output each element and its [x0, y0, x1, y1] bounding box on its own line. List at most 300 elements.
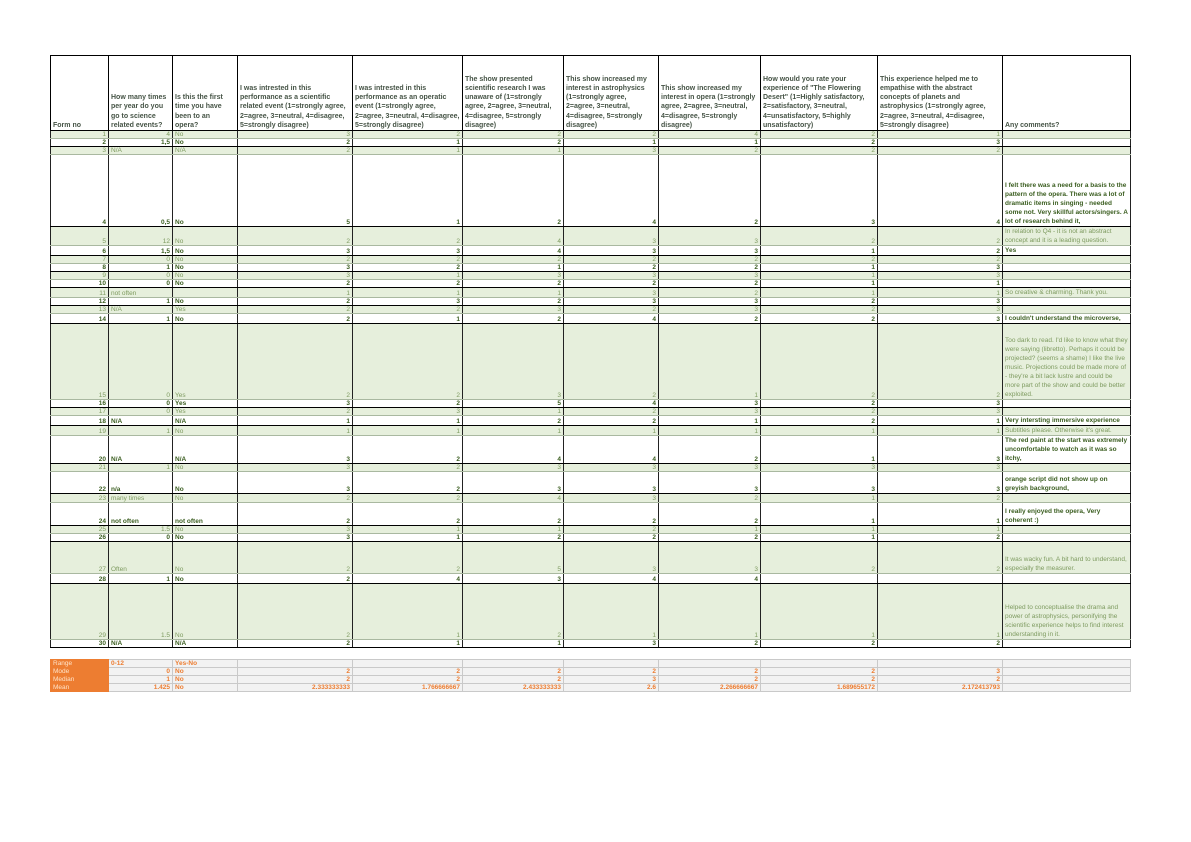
cell-r17-c0[interactable]: 17 — [51, 408, 109, 416]
cell-r17-c10[interactable] — [1003, 408, 1131, 416]
cell-r10-c8[interactable]: 1 — [761, 280, 878, 288]
cell-r2-c6[interactable]: 1 — [564, 139, 659, 147]
cell-r23-c9[interactable]: 2 — [878, 494, 1003, 503]
cell-r1-c3[interactable]: 3 — [238, 131, 353, 139]
cell-r30-c4[interactable]: 1 — [353, 640, 463, 648]
cell-r6-c5[interactable]: 4 — [463, 246, 564, 256]
cell-r27-c7[interactable]: 3 — [659, 542, 761, 574]
cell-r24-c6[interactable]: 2 — [564, 503, 659, 526]
cell-r6-c7[interactable]: 3 — [659, 246, 761, 256]
cell-r14-c3[interactable]: 2 — [238, 314, 353, 324]
cell-r10-c2[interactable]: No — [173, 280, 238, 288]
cell-r15-c10[interactable]: Too dark to read. I'd like to know what they were saying (libretto). Perhaps it could be projected? (seems a shame) I like the live music. Projections could be made more of - they're a bit lack lustre and could be more part of the show and could be better exploited. — [1003, 324, 1131, 400]
cell-r6-c2[interactable]: No — [173, 246, 238, 256]
cell-r20-c7[interactable]: 2 — [659, 436, 761, 464]
summary-mode-c3[interactable]: 2 — [238, 668, 353, 676]
summary-range-c6[interactable] — [564, 660, 659, 668]
cell-r20-c3[interactable]: 3 — [238, 436, 353, 464]
cell-r12-c1[interactable]: 1 — [109, 298, 173, 306]
cell-r5-c7[interactable]: 3 — [659, 227, 761, 246]
cell-r19-c1[interactable]: 1 — [109, 426, 173, 436]
cell-r28-c5[interactable]: 3 — [463, 574, 564, 584]
cell-r10-c9[interactable]: 1 — [878, 280, 1003, 288]
summary-mean-c6[interactable]: 2.6 — [564, 684, 659, 692]
cell-r29-c8[interactable]: 1 — [761, 584, 878, 640]
summary-mode-c8[interactable]: 2 — [761, 668, 878, 676]
cell-r9-c8[interactable]: 1 — [761, 272, 878, 280]
summary-mean-c1[interactable]: 1.425 — [109, 684, 173, 692]
cell-r8-c0[interactable]: 8 — [51, 264, 109, 272]
summary-range-c8[interactable] — [761, 660, 878, 668]
cell-r29-c2[interactable]: No — [173, 584, 238, 640]
cell-r14-c7[interactable]: 2 — [659, 314, 761, 324]
cell-r13-c2[interactable]: Yes — [173, 306, 238, 314]
cell-r4-c10[interactable]: I felt there was a need for a basis to the pattern of the opera. There was a lot of dramatic items in singing - needed some not. Very skillful actors/singers. A lot of research behind it, — [1003, 155, 1131, 227]
cell-r20-c8[interactable]: 1 — [761, 436, 878, 464]
cell-r5-c10[interactable]: In relation to Q4 - it is not an abstract concept and it is a leading question. — [1003, 227, 1131, 246]
cell-r1-c10[interactable] — [1003, 131, 1131, 139]
summary-range-c1[interactable]: 0-12 — [109, 660, 173, 668]
cell-r12-c10[interactable] — [1003, 298, 1131, 306]
cell-r7-c10[interactable] — [1003, 256, 1131, 264]
cell-r19-c7[interactable]: 1 — [659, 426, 761, 436]
cell-r16-c2[interactable]: Yes — [173, 400, 238, 408]
cell-r26-c1[interactable]: 0 — [109, 534, 173, 542]
cell-r1-c1[interactable]: 4 — [109, 131, 173, 139]
cell-r25-c3[interactable]: 3 — [238, 526, 353, 534]
cell-r11-c7[interactable]: 2 — [659, 288, 761, 298]
cell-r24-c9[interactable]: 1 — [878, 503, 1003, 526]
cell-r16-c1[interactable]: 0 — [109, 400, 173, 408]
summary-mean-c2[interactable]: No — [173, 684, 238, 692]
cell-r19-c9[interactable]: 1 — [878, 426, 1003, 436]
cell-r6-c8[interactable]: 1 — [761, 246, 878, 256]
cell-r22-c5[interactable]: 3 — [463, 472, 564, 494]
cell-r7-c6[interactable]: 2 — [564, 256, 659, 264]
cell-r22-c4[interactable]: 2 — [353, 472, 463, 494]
cell-r8-c7[interactable]: 2 — [659, 264, 761, 272]
cell-r27-c9[interactable]: 2 — [878, 542, 1003, 574]
cell-r25-c5[interactable]: 1 — [463, 526, 564, 534]
cell-r7-c7[interactable]: 2 — [659, 256, 761, 264]
header-col-8[interactable]: How would you rate your experience of "The Flowering Desert" (1=Highly satisfactory, 2=satisfactory, 3=neutral, 4=unsatisfactory, 5=highly unsatisfactory) — [761, 56, 878, 131]
summary-range-c7[interactable] — [659, 660, 761, 668]
summary-median-c3[interactable]: 2 — [238, 676, 353, 684]
cell-r17-c9[interactable]: 3 — [878, 408, 1003, 416]
cell-r24-c7[interactable]: 2 — [659, 503, 761, 526]
cell-r25-c2[interactable]: No — [173, 526, 238, 534]
cell-r3-c10[interactable] — [1003, 147, 1131, 155]
summary-mean-c10[interactable] — [1003, 684, 1131, 692]
cell-r16-c10[interactable] — [1003, 400, 1131, 408]
cell-r19-c4[interactable]: 1 — [353, 426, 463, 436]
cell-r1-c7[interactable]: 4 — [659, 131, 761, 139]
header-col-1[interactable]: How many times per year do you go to science related events? — [109, 56, 173, 131]
cell-r4-c9[interactable]: 4 — [878, 155, 1003, 227]
cell-r23-c5[interactable]: 4 — [463, 494, 564, 503]
cell-r16-c6[interactable]: 4 — [564, 400, 659, 408]
cell-r22-c8[interactable]: 3 — [761, 472, 878, 494]
summary-mode-c7[interactable]: 2 — [659, 668, 761, 676]
summary-mode-c1[interactable]: 0 — [109, 668, 173, 676]
cell-r22-c2[interactable]: No — [173, 472, 238, 494]
cell-r15-c3[interactable]: 2 — [238, 324, 353, 400]
cell-r18-c6[interactable]: 2 — [564, 416, 659, 426]
cell-r25-c9[interactable]: 1 — [878, 526, 1003, 534]
cell-r22-c0[interactable]: 22 — [51, 472, 109, 494]
cell-r26-c6[interactable]: 2 — [564, 534, 659, 542]
cell-r19-c0[interactable]: 19 — [51, 426, 109, 436]
cell-r2-c3[interactable]: 2 — [238, 139, 353, 147]
cell-r28-c3[interactable]: 2 — [238, 574, 353, 584]
cell-r21-c0[interactable]: 21 — [51, 464, 109, 472]
cell-r28-c7[interactable]: 4 — [659, 574, 761, 584]
cell-r16-c3[interactable]: 3 — [238, 400, 353, 408]
cell-r6-c4[interactable]: 3 — [353, 246, 463, 256]
cell-r18-c8[interactable]: 2 — [761, 416, 878, 426]
cell-r23-c8[interactable]: 1 — [761, 494, 878, 503]
cell-r30-c2[interactable]: N/A — [173, 640, 238, 648]
cell-r23-c0[interactable]: 23 — [51, 494, 109, 503]
summary-median-c4[interactable]: 2 — [353, 676, 463, 684]
cell-r25-c1[interactable]: 1.5 — [109, 526, 173, 534]
summary-median-c9[interactable]: 2 — [878, 676, 1003, 684]
cell-r11-c10[interactable]: So creative & charming. Thank you. — [1003, 288, 1131, 298]
cell-r3-c0[interactable]: 3 — [51, 147, 109, 155]
cell-r27-c0[interactable]: 27 — [51, 542, 109, 574]
cell-r8-c4[interactable]: 2 — [353, 264, 463, 272]
cell-r10-c1[interactable]: 0 — [109, 280, 173, 288]
cell-r17-c1[interactable]: 0 — [109, 408, 173, 416]
summary-range-c3[interactable] — [238, 660, 353, 668]
cell-r25-c8[interactable]: 1 — [761, 526, 878, 534]
cell-r23-c1[interactable]: many times — [109, 494, 173, 503]
summary-range-c4[interactable] — [353, 660, 463, 668]
summary-range-c2[interactable]: Yes-No — [173, 660, 238, 668]
cell-r4-c6[interactable]: 4 — [564, 155, 659, 227]
cell-r6-c3[interactable]: 3 — [238, 246, 353, 256]
cell-r16-c7[interactable]: 3 — [659, 400, 761, 408]
cell-r27-c5[interactable]: 5 — [463, 542, 564, 574]
cell-r14-c6[interactable]: 4 — [564, 314, 659, 324]
cell-r11-c0[interactable]: 11 — [51, 288, 109, 298]
cell-r25-c0[interactable]: 25 — [51, 526, 109, 534]
cell-r9-c1[interactable]: 0 — [109, 272, 173, 280]
cell-r7-c0[interactable]: 7 — [51, 256, 109, 264]
cell-r24-c2[interactable]: not often — [173, 503, 238, 526]
cell-r4-c3[interactable]: 5 — [238, 155, 353, 227]
summary-mean-c3[interactable]: 2.333333333 — [238, 684, 353, 692]
cell-r2-c0[interactable]: 2 — [51, 139, 109, 147]
cell-r12-c6[interactable]: 3 — [564, 298, 659, 306]
cell-r28-c1[interactable]: 1 — [109, 574, 173, 584]
cell-r9-c3[interactable]: 3 — [238, 272, 353, 280]
cell-r25-c4[interactable]: 1 — [353, 526, 463, 534]
cell-r15-c0[interactable]: 15 — [51, 324, 109, 400]
cell-r11-c6[interactable]: 3 — [564, 288, 659, 298]
summary-mode-c2[interactable]: No — [173, 668, 238, 676]
cell-r23-c7[interactable]: 2 — [659, 494, 761, 503]
cell-r11-c9[interactable]: 1 — [878, 288, 1003, 298]
cell-r8-c9[interactable]: 3 — [878, 264, 1003, 272]
cell-r24-c8[interactable]: 1 — [761, 503, 878, 526]
cell-r3-c2[interactable]: N/A — [173, 147, 238, 155]
cell-r18-c10[interactable]: Very intersting immersive experience — [1003, 416, 1131, 426]
cell-r1-c0[interactable]: 1 — [51, 131, 109, 139]
cell-r19-c6[interactable]: 1 — [564, 426, 659, 436]
cell-r18-c3[interactable]: 1 — [238, 416, 353, 426]
cell-r23-c6[interactable]: 3 — [564, 494, 659, 503]
cell-r5-c0[interactable]: 5 — [51, 227, 109, 246]
cell-r5-c6[interactable]: 3 — [564, 227, 659, 246]
cell-r14-c2[interactable]: No — [173, 314, 238, 324]
header-col-4[interactable]: I was intrested in this performance as an operatic event (1=strongly agree, 2=agree, 3=neutral, 4=disagree, 5=strongly disagree) — [353, 56, 463, 131]
cell-r25-c6[interactable]: 2 — [564, 526, 659, 534]
cell-r26-c8[interactable]: 1 — [761, 534, 878, 542]
cell-r20-c1[interactable]: N/A — [109, 436, 173, 464]
cell-r22-c1[interactable]: n/a — [109, 472, 173, 494]
cell-r17-c8[interactable]: 2 — [761, 408, 878, 416]
cell-r10-c4[interactable]: 2 — [353, 280, 463, 288]
cell-r21-c8[interactable]: 3 — [761, 464, 878, 472]
cell-r22-c9[interactable]: 3 — [878, 472, 1003, 494]
cell-r27-c6[interactable]: 3 — [564, 542, 659, 574]
cell-r5-c3[interactable]: 2 — [238, 227, 353, 246]
cell-r16-c0[interactable]: 16 — [51, 400, 109, 408]
cell-r29-c7[interactable]: 1 — [659, 584, 761, 640]
cell-r9-c4[interactable]: 1 — [353, 272, 463, 280]
cell-r4-c5[interactable]: 2 — [463, 155, 564, 227]
cell-r3-c9[interactable]: 2 — [878, 147, 1003, 155]
cell-r3-c3[interactable]: 2 — [238, 147, 353, 155]
cell-r7-c5[interactable]: 2 — [463, 256, 564, 264]
summary-median-c6[interactable]: 3 — [564, 676, 659, 684]
cell-r20-c6[interactable]: 4 — [564, 436, 659, 464]
cell-r9-c9[interactable]: 3 — [878, 272, 1003, 280]
cell-r1-c8[interactable]: 2 — [761, 131, 878, 139]
cell-r17-c2[interactable]: Yes — [173, 408, 238, 416]
cell-r30-c0[interactable]: 30 — [51, 640, 109, 648]
cell-r30-c1[interactable]: N/A — [109, 640, 173, 648]
cell-r15-c8[interactable]: 2 — [761, 324, 878, 400]
cell-r6-c10[interactable]: Yes — [1003, 246, 1131, 256]
cell-r29-c1[interactable]: 1.5 — [109, 584, 173, 640]
cell-r18-c2[interactable]: N/A — [173, 416, 238, 426]
cell-r7-c3[interactable]: 2 — [238, 256, 353, 264]
cell-r27-c8[interactable]: 2 — [761, 542, 878, 574]
cell-r6-c6[interactable]: 3 — [564, 246, 659, 256]
cell-r15-c5[interactable]: 3 — [463, 324, 564, 400]
cell-r21-c1[interactable]: 1 — [109, 464, 173, 472]
cell-r11-c2[interactable] — [173, 288, 238, 298]
cell-r9-c7[interactable]: 3 — [659, 272, 761, 280]
cell-r2-c1[interactable]: 1,5 — [109, 139, 173, 147]
cell-r5-c9[interactable]: 2 — [878, 227, 1003, 246]
cell-r1-c4[interactable]: 2 — [353, 131, 463, 139]
cell-r23-c3[interactable]: 2 — [238, 494, 353, 503]
cell-r4-c8[interactable]: 3 — [761, 155, 878, 227]
cell-r26-c9[interactable]: 2 — [878, 534, 1003, 542]
cell-r2-c5[interactable]: 2 — [463, 139, 564, 147]
cell-r15-c4[interactable]: 2 — [353, 324, 463, 400]
cell-r11-c3[interactable]: 1 — [238, 288, 353, 298]
cell-r15-c7[interactable]: 1 — [659, 324, 761, 400]
cell-r24-c3[interactable]: 2 — [238, 503, 353, 526]
cell-r30-c6[interactable]: 3 — [564, 640, 659, 648]
cell-r28-c10[interactable] — [1003, 574, 1131, 584]
cell-r28-c2[interactable]: No — [173, 574, 238, 584]
cell-r14-c9[interactable]: 3 — [878, 314, 1003, 324]
cell-r2-c7[interactable]: 1 — [659, 139, 761, 147]
cell-r27-c10[interactable]: It was wacky fun. A bit hard to understand, especially the measurer. — [1003, 542, 1131, 574]
cell-r23-c2[interactable]: No — [173, 494, 238, 503]
cell-r20-c10[interactable]: The red paint at the start was extremely uncomfortable to watch as it was so itchy, — [1003, 436, 1131, 464]
summary-range-c10[interactable] — [1003, 660, 1131, 668]
cell-r16-c8[interactable]: 2 — [761, 400, 878, 408]
cell-r7-c8[interactable]: 2 — [761, 256, 878, 264]
cell-r14-c10[interactable]: I couldn't understand the microverse, — [1003, 314, 1131, 324]
cell-r26-c0[interactable]: 26 — [51, 534, 109, 542]
header-col-3[interactable]: I was intrested in this performance as a scientific related event (1=strongly agree, 2=agree, 3=neutral, 4=disagree, 5=strongly disagree) — [238, 56, 353, 131]
cell-r22-c7[interactable]: 3 — [659, 472, 761, 494]
cell-r17-c6[interactable]: 2 — [564, 408, 659, 416]
cell-r29-c9[interactable]: 1 — [878, 584, 1003, 640]
cell-r24-c0[interactable]: 24 — [51, 503, 109, 526]
cell-r19-c2[interactable]: No — [173, 426, 238, 436]
cell-r24-c10[interactable]: I really enjoyed the opera, Very coherent :) — [1003, 503, 1131, 526]
summary-label-mean[interactable]: Mean — [51, 684, 109, 692]
cell-r12-c7[interactable]: 3 — [659, 298, 761, 306]
cell-r9-c10[interactable] — [1003, 272, 1131, 280]
cell-r1-c2[interactable]: No — [173, 131, 238, 139]
cell-r27-c4[interactable]: 2 — [353, 542, 463, 574]
cell-r18-c9[interactable]: 1 — [878, 416, 1003, 426]
cell-r15-c2[interactable]: Yes — [173, 324, 238, 400]
cell-r14-c4[interactable]: 1 — [353, 314, 463, 324]
cell-r6-c0[interactable]: 6 — [51, 246, 109, 256]
cell-r8-c1[interactable]: 1 — [109, 264, 173, 272]
cell-r3-c6[interactable]: 3 — [564, 147, 659, 155]
cell-r26-c2[interactable]: No — [173, 534, 238, 542]
cell-r7-c2[interactable]: No — [173, 256, 238, 264]
cell-r6-c9[interactable]: 2 — [878, 246, 1003, 256]
cell-r17-c7[interactable]: 3 — [659, 408, 761, 416]
cell-r20-c4[interactable]: 2 — [353, 436, 463, 464]
cell-r24-c5[interactable]: 2 — [463, 503, 564, 526]
cell-r17-c5[interactable]: 1 — [463, 408, 564, 416]
cell-r19-c8[interactable]: 1 — [761, 426, 878, 436]
cell-r15-c1[interactable]: 0 — [109, 324, 173, 400]
cell-r12-c4[interactable]: 3 — [353, 298, 463, 306]
summary-median-c7[interactable]: 2 — [659, 676, 761, 684]
header-col-5[interactable]: The show presented scientific research I was unaware of (1=strongly agree, 2=agree, 3=neutral, 4=disagree, 5=strongly disagree) — [463, 56, 564, 131]
cell-r8-c2[interactable]: No — [173, 264, 238, 272]
cell-r8-c10[interactable] — [1003, 264, 1131, 272]
cell-r23-c4[interactable]: 2 — [353, 494, 463, 503]
cell-r27-c2[interactable]: No — [173, 542, 238, 574]
cell-r9-c2[interactable]: No — [173, 272, 238, 280]
header-col-6[interactable]: This show increased my interest in astrophysics (1=strongly agree, 2=agree, 3=neutral, 4=disagree, 5=strongly disagree) — [564, 56, 659, 131]
cell-r13-c1[interactable]: N/A — [109, 306, 173, 314]
cell-r26-c10[interactable] — [1003, 534, 1131, 542]
cell-r21-c4[interactable]: 2 — [353, 464, 463, 472]
cell-r30-c8[interactable]: 2 — [761, 640, 878, 648]
cell-r26-c7[interactable]: 2 — [659, 534, 761, 542]
cell-r18-c1[interactable]: N/A — [109, 416, 173, 426]
cell-r11-c1[interactable]: not often — [109, 288, 173, 298]
cell-r15-c9[interactable]: 2 — [878, 324, 1003, 400]
cell-r1-c6[interactable]: 2 — [564, 131, 659, 139]
summary-range-c5[interactable] — [463, 660, 564, 668]
cell-r18-c7[interactable]: 1 — [659, 416, 761, 426]
summary-label-mode[interactable]: Mode — [51, 668, 109, 676]
cell-r2-c2[interactable]: No — [173, 139, 238, 147]
cell-r25-c10[interactable] — [1003, 526, 1131, 534]
cell-r13-c5[interactable]: 3 — [463, 306, 564, 314]
cell-r30-c3[interactable]: 2 — [238, 640, 353, 648]
cell-r12-c5[interactable]: 2 — [463, 298, 564, 306]
summary-mode-c9[interactable]: 3 — [878, 668, 1003, 676]
cell-r2-c4[interactable]: 1 — [353, 139, 463, 147]
cell-r21-c10[interactable] — [1003, 464, 1131, 472]
cell-r20-c2[interactable]: N/A — [173, 436, 238, 464]
cell-r28-c0[interactable]: 28 — [51, 574, 109, 584]
summary-median-c10[interactable] — [1003, 676, 1131, 684]
cell-r17-c4[interactable]: 3 — [353, 408, 463, 416]
cell-r11-c4[interactable]: 1 — [353, 288, 463, 298]
cell-r9-c6[interactable]: 3 — [564, 272, 659, 280]
summary-label-range[interactable]: Range — [51, 660, 109, 668]
cell-r3-c8[interactable]: 2 — [761, 147, 878, 155]
cell-r7-c9[interactable]: 2 — [878, 256, 1003, 264]
header-col-2[interactable]: Is this the first time you have been to an opera? — [173, 56, 238, 131]
cell-r29-c6[interactable]: 1 — [564, 584, 659, 640]
cell-r12-c9[interactable]: 3 — [878, 298, 1003, 306]
summary-label-median[interactable]: Median — [51, 676, 109, 684]
cell-r13-c0[interactable]: 13 — [51, 306, 109, 314]
header-col-0[interactable]: Form no — [51, 56, 109, 131]
cell-r26-c4[interactable]: 1 — [353, 534, 463, 542]
header-col-7[interactable]: This show increased my interest in opera (1=strongly agree, 2=agree, 3=neutral, 4=disagree, 5=strongly disagree) — [659, 56, 761, 131]
cell-r13-c6[interactable]: 2 — [564, 306, 659, 314]
cell-r3-c4[interactable]: 1 — [353, 147, 463, 155]
cell-r11-c5[interactable]: 1 — [463, 288, 564, 298]
cell-r5-c4[interactable]: 2 — [353, 227, 463, 246]
cell-r18-c4[interactable]: 1 — [353, 416, 463, 426]
cell-r10-c10[interactable] — [1003, 280, 1131, 288]
cell-r22-c3[interactable]: 3 — [238, 472, 353, 494]
summary-range-c9[interactable] — [878, 660, 1003, 668]
summary-mean-c8[interactable]: 1.689655172 — [761, 684, 878, 692]
cell-r14-c5[interactable]: 2 — [463, 314, 564, 324]
cell-r21-c2[interactable]: No — [173, 464, 238, 472]
cell-r10-c3[interactable]: 2 — [238, 280, 353, 288]
cell-r21-c3[interactable]: 3 — [238, 464, 353, 472]
summary-median-c8[interactable]: 2 — [761, 676, 878, 684]
cell-r8-c5[interactable]: 1 — [463, 264, 564, 272]
cell-r19-c10[interactable]: Subtitles please. Otherwise it's great. — [1003, 426, 1131, 436]
cell-r10-c6[interactable]: 2 — [564, 280, 659, 288]
cell-r30-c9[interactable]: 2 — [878, 640, 1003, 648]
cell-r16-c5[interactable]: 5 — [463, 400, 564, 408]
summary-mean-c7[interactable]: 2.266666667 — [659, 684, 761, 692]
summary-mean-c5[interactable]: 2.433333333 — [463, 684, 564, 692]
header-col-10[interactable]: Any comments? — [1003, 56, 1131, 131]
summary-median-c5[interactable]: 2 — [463, 676, 564, 684]
cell-r12-c2[interactable]: No — [173, 298, 238, 306]
summary-median-c2[interactable]: No — [173, 676, 238, 684]
cell-r21-c5[interactable]: 3 — [463, 464, 564, 472]
